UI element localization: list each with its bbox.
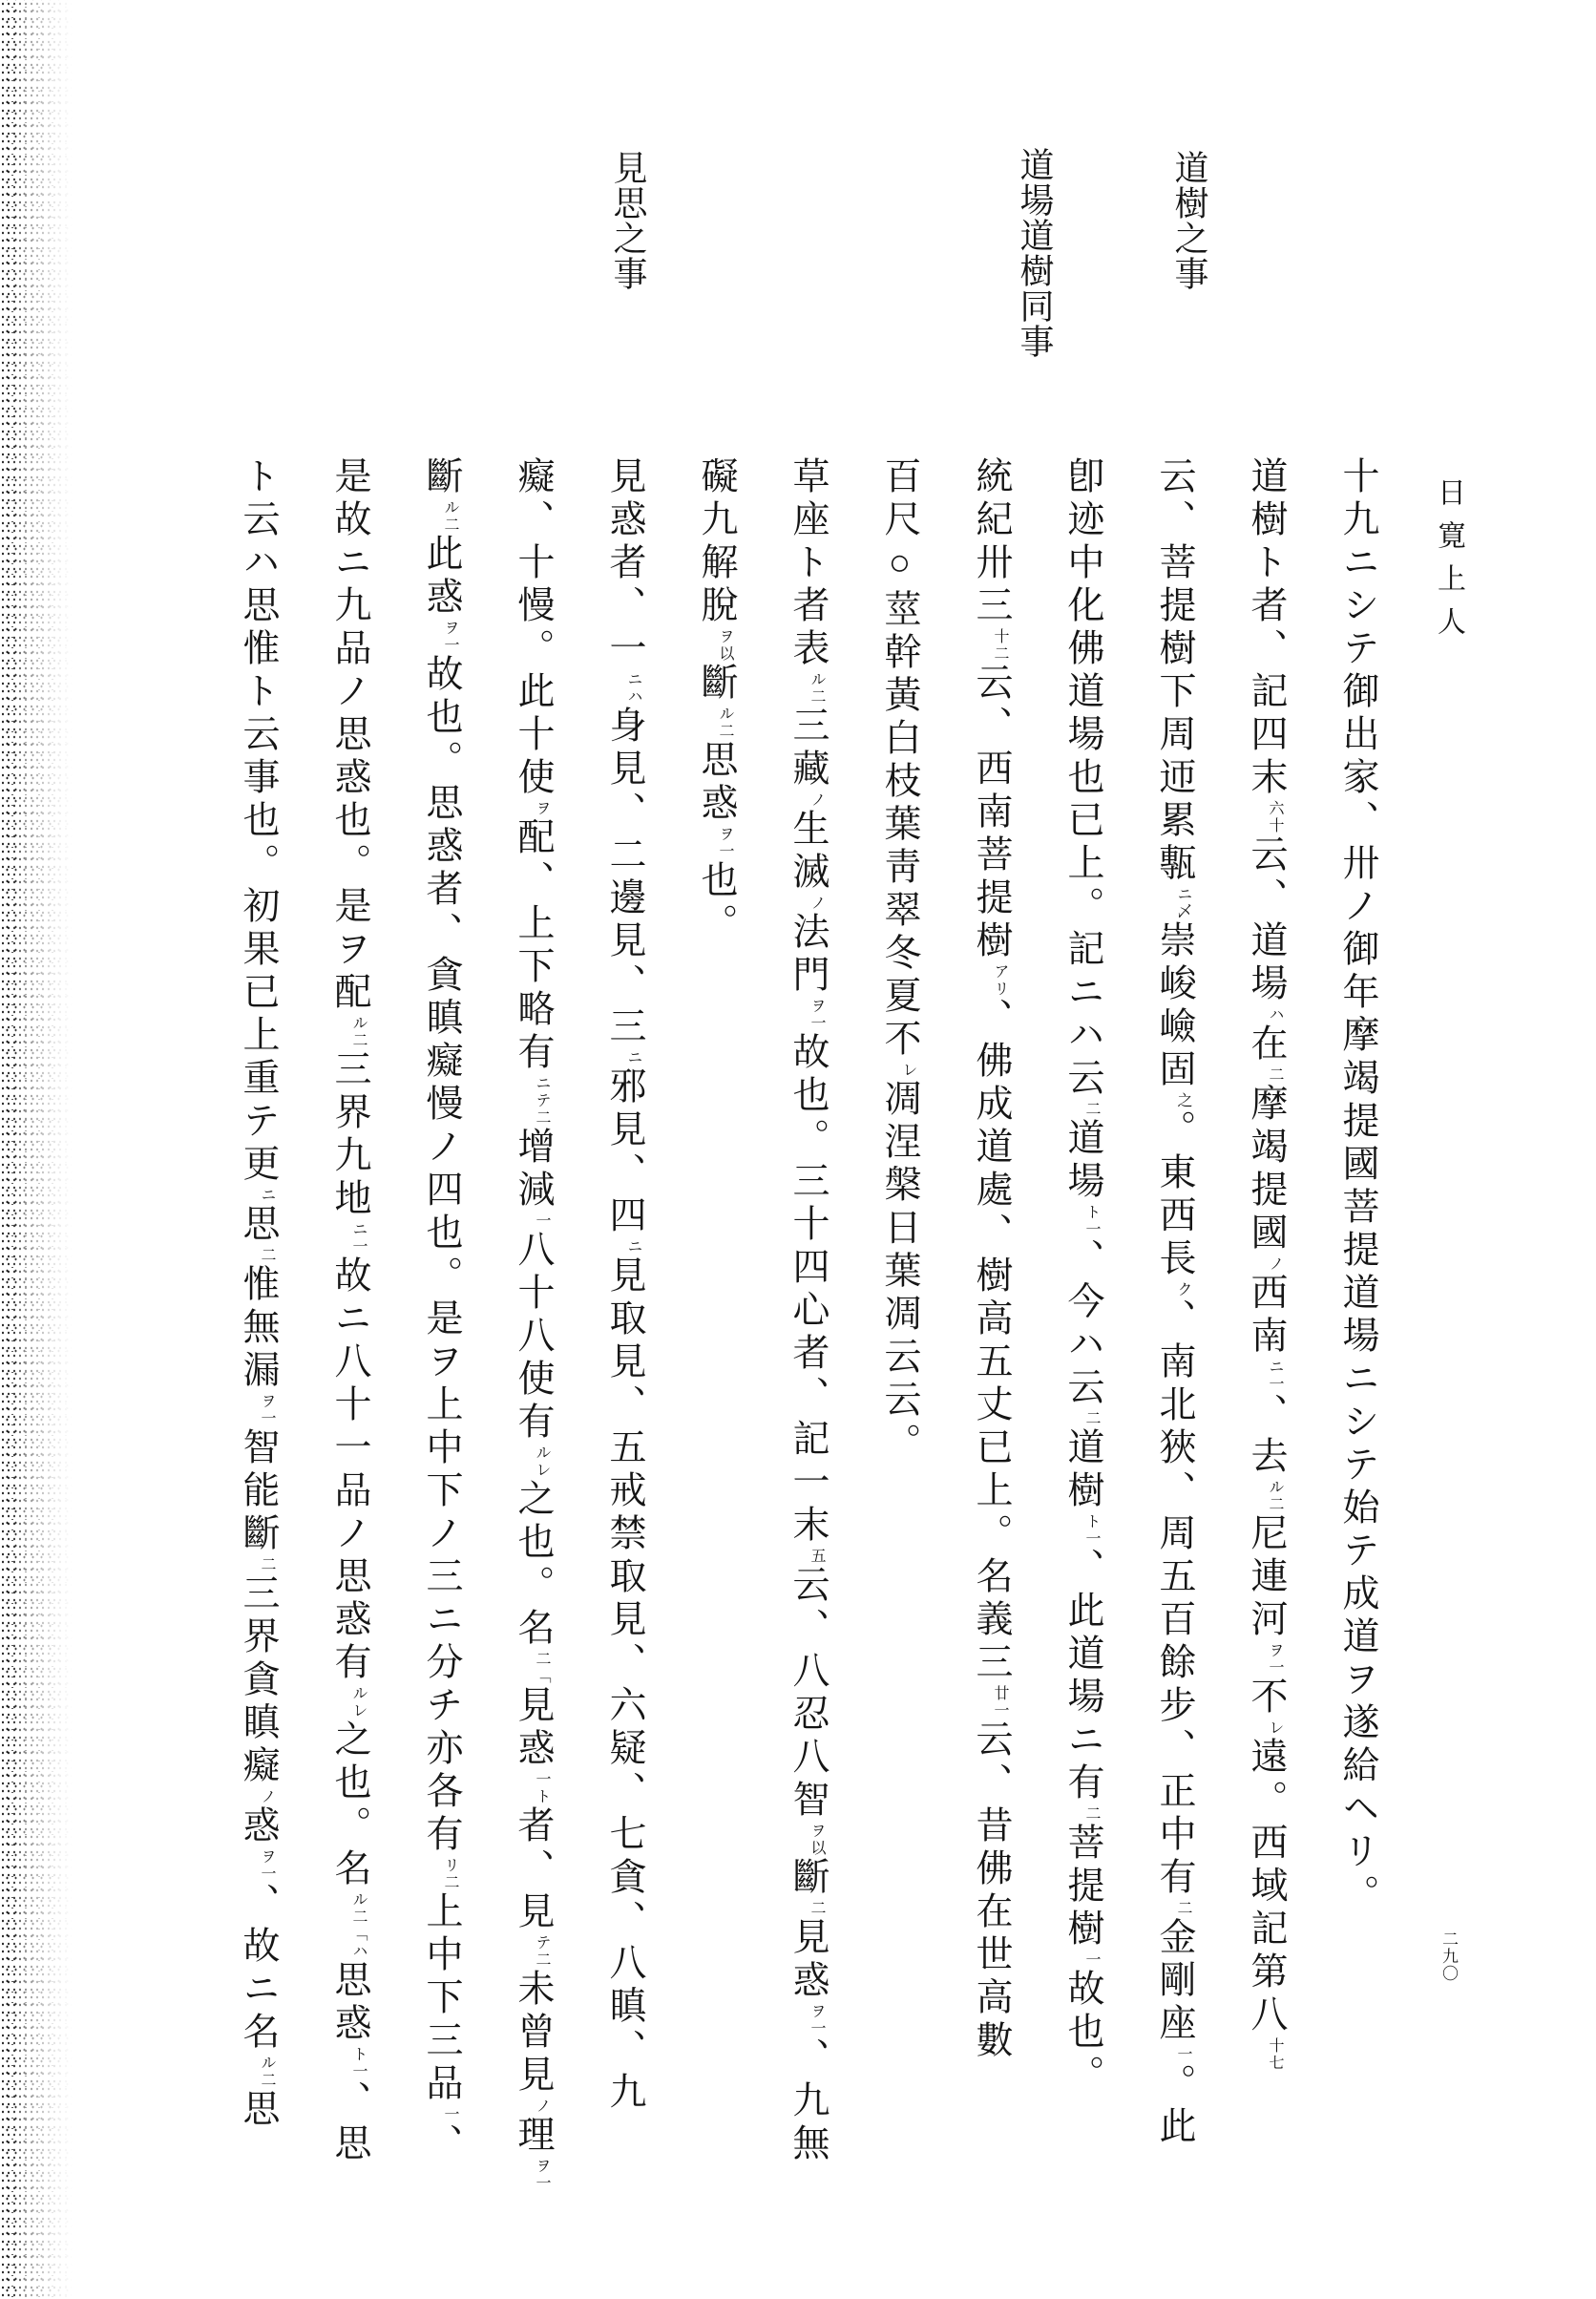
text-column: 百尺○莖幹黃白枝葉靑翠冬夏不レ凋涅槃日葉凋云云。	[879, 456, 920, 1466]
text-column: 斷ル二此惑ヲ一故也。思惑者、貪瞋癡慢ノ四也。是ヲ上中下ノ三ニ分チ亦各有リ二上中下三品一、	[421, 456, 462, 2166]
text-column: 礙九解脫ヲ以斷ル二思惑ヲ一也。	[696, 456, 737, 946]
page-number: 二九〇	[1439, 1930, 1458, 1982]
margin-heading-doju-no-koto: 道樹之事	[1170, 150, 1208, 291]
margin-heading-dojo-doju-doji: 道場道樹同事	[1016, 147, 1054, 359]
text-column: 十九ニシテ御出家、卅ノ御年摩竭提國菩提道場ニシテ始テ成道ヲ遂給ヘリ。	[1337, 456, 1378, 1917]
gutter-scan-noise	[0, 0, 74, 2299]
text-column: ト云ハ思惟ト云事也。初果已上重テ更ニ思二惟無漏ヲ一智能斷二三界貪瞋癡ノ惑ヲ一、故ニ名ル二思	[238, 456, 279, 2132]
text-column: 統紀卅三十二云、西南菩提樹アリ、佛成道處、樹高五丈已上。名義三廿一云、昔佛在世高數	[971, 456, 1012, 2063]
text-column: 是故ニ九品ノ思惑也。是ヲ配ル二三界九地ニ一故ニ八十一品ノ思惑有ルレ之也。名ル二「ハ思惑ト一、思	[329, 456, 370, 2166]
text-column: 癡、十慢。此十使ヲ配、上下略有ニテ二增減一八十八使有ルレ之也。名二「見惑一ト者、見テ二未曾見ノ理ヲ一	[513, 456, 554, 2192]
text-column: 卽迹中化佛道場也已上。記ニハ云二道場ト一、今ハ云二道樹ト一、此道場ニ有二菩提樹一故也。	[1062, 456, 1103, 2098]
main-text-block	[212, 456, 1403, 2204]
text-column: 云、菩提樹下周迊累甎ニ乄崇峻嶮固之。東西長ク、南北狹、周五百餘步、正中有二金剛座一。此	[1154, 456, 1195, 2149]
margin-heading-kenshi-no-koto: 見思之事	[609, 150, 647, 291]
text-column: 見惑者、一ニハ身見、二邊見、三ニ邪見、四ニ見取見、五戒禁取見、六疑、七貪、八瞋、九	[604, 456, 645, 2115]
text-column: 草座ト者表ル二三藏ノ生滅ノ法門ヲ一故也。三十四心者、記一末五云、八忍八智ヲ以斷二見惑ヲ一、九無	[788, 456, 829, 2166]
text-column: 道樹ト者、記四末六十云、道場ハ在二摩竭提國ノ西南ニ一、去ル二尼連河ヲ一不レ遠。西域記第八十七	[1246, 456, 1287, 2072]
running-head: 日寛上人	[1433, 477, 1464, 649]
